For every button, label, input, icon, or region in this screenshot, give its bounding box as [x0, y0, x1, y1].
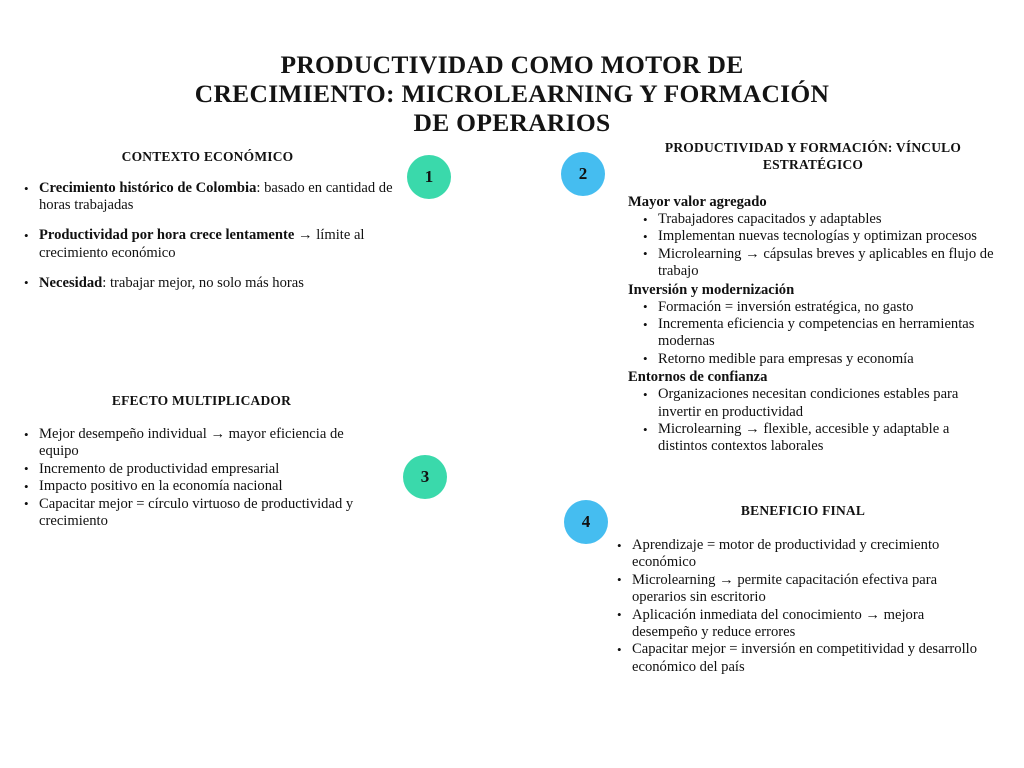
subgroup-bullet-list [628, 386, 998, 456]
section-heading-beneficio: BENEFICIO FINAL [740, 503, 866, 518]
list-item: • Aprendizaje = motor de productividad y crecimiento económico [613, 537, 993, 572]
list-item: • Microlearning → cápsulas breves y aplicables en flujo de trabajo [639, 246, 998, 281]
subgroup-title: Inversión y modernización [628, 281, 795, 298]
bullet-lead: Productividad por hora crece lentamente → [39, 227, 313, 244]
page-title-line-1: PRODUCTIVIDAD COMO MOTOR DE [280, 50, 744, 80]
step-badge-4: 4 [564, 500, 608, 544]
section-productividad-formacion [628, 139, 998, 456]
bullet-lead: Necesidad [39, 274, 103, 291]
section-heading-contexto: CONTEXTO ECONÓMICO [121, 149, 294, 164]
section-beneficio-final [613, 502, 993, 676]
list-item: • Mejor desempeño individual → mayor eficiencia de equipo [20, 426, 383, 461]
section-heading-vinculo [628, 139, 998, 173]
bullet-rest: : trabajar mejor, no solo más horas [102, 274, 304, 291]
subgroup-bullet-list [628, 299, 998, 369]
contexto-bullet-list [20, 180, 395, 292]
list-item: • Capacitar mejor = inversión en competitividad y desarrollo económico del país [613, 641, 993, 676]
beneficio-bullet-list [613, 537, 993, 676]
step-badge-3: 3 [403, 455, 447, 499]
bullet-lead: Crecimiento histórico de Colombia [39, 180, 257, 196]
list-item: • Incrementa eficiencia y competencias en herramientas modernas [639, 316, 998, 351]
list-item: • Microlearning → permite capacitación efectiva para operarios sin escritorio [613, 572, 993, 607]
subgroup-inversion-modernizacion [628, 281, 998, 369]
list-item: • Impacto positivo en la economía nacional [20, 478, 383, 495]
list-item: • Incremento de productividad empresarial [20, 461, 383, 478]
section-heading-vinculo-line-1: PRODUCTIVIDAD Y FORMACIÓN: VÍNCULO [664, 140, 962, 155]
step-badge-2: 2 [561, 152, 605, 196]
subgroup-title: Mayor valor agregado [628, 194, 767, 210]
list-item [20, 275, 395, 292]
list-item: • Aplicación inmediata del conocimiento → mejora desempeño y reduce errores [613, 607, 993, 642]
list-item: • Microlearning → flexible, accesible y adaptable a distintos contextos laborales [639, 421, 998, 456]
list-item: • Capacitar mejor = círculo virtuoso de productividad y crecimiento [20, 496, 383, 531]
list-item: • Implementan nuevas tecnologías y optimizan procesos [639, 228, 998, 245]
list-item: • Retorno medible para empresas y economía [639, 351, 998, 368]
step-badge-1: 1 [407, 155, 451, 199]
subgroup-entornos-confianza [628, 368, 998, 456]
subgroup-mayor-valor-agregado [628, 193, 998, 281]
list-item: • Formación = inversión estratégica, no gasto [639, 299, 998, 316]
list-item [20, 227, 395, 262]
page-title-line-2: CRECIMIENTO: MICROLEARNING Y FORMACIÓN [194, 79, 830, 109]
section-contexto-economico [20, 148, 395, 305]
subgroup-title: Entornos de confianza [628, 369, 768, 386]
list-item [20, 180, 395, 215]
list-item: • Trabajadores capacitados y adaptables [639, 211, 998, 228]
list-item: • Organizaciones necesitan condiciones estables para invertir en productividad [639, 386, 998, 421]
subgroup-bullet-list [628, 211, 998, 281]
bullet-rest: : basado en cantidad de horas trabajadas [39, 180, 393, 214]
efecto-bullet-list [20, 426, 383, 530]
section-efecto-multiplicador [20, 392, 383, 530]
section-heading-vinculo-line-2: ESTRATÉGICO [762, 157, 864, 172]
bullet-rest: límite al crecimiento económico [39, 227, 365, 261]
page-title-line-3: DE OPERARIOS [413, 108, 611, 138]
section-heading-efecto: EFECTO MULTIPLICADOR [111, 393, 292, 408]
page-title [162, 50, 862, 137]
